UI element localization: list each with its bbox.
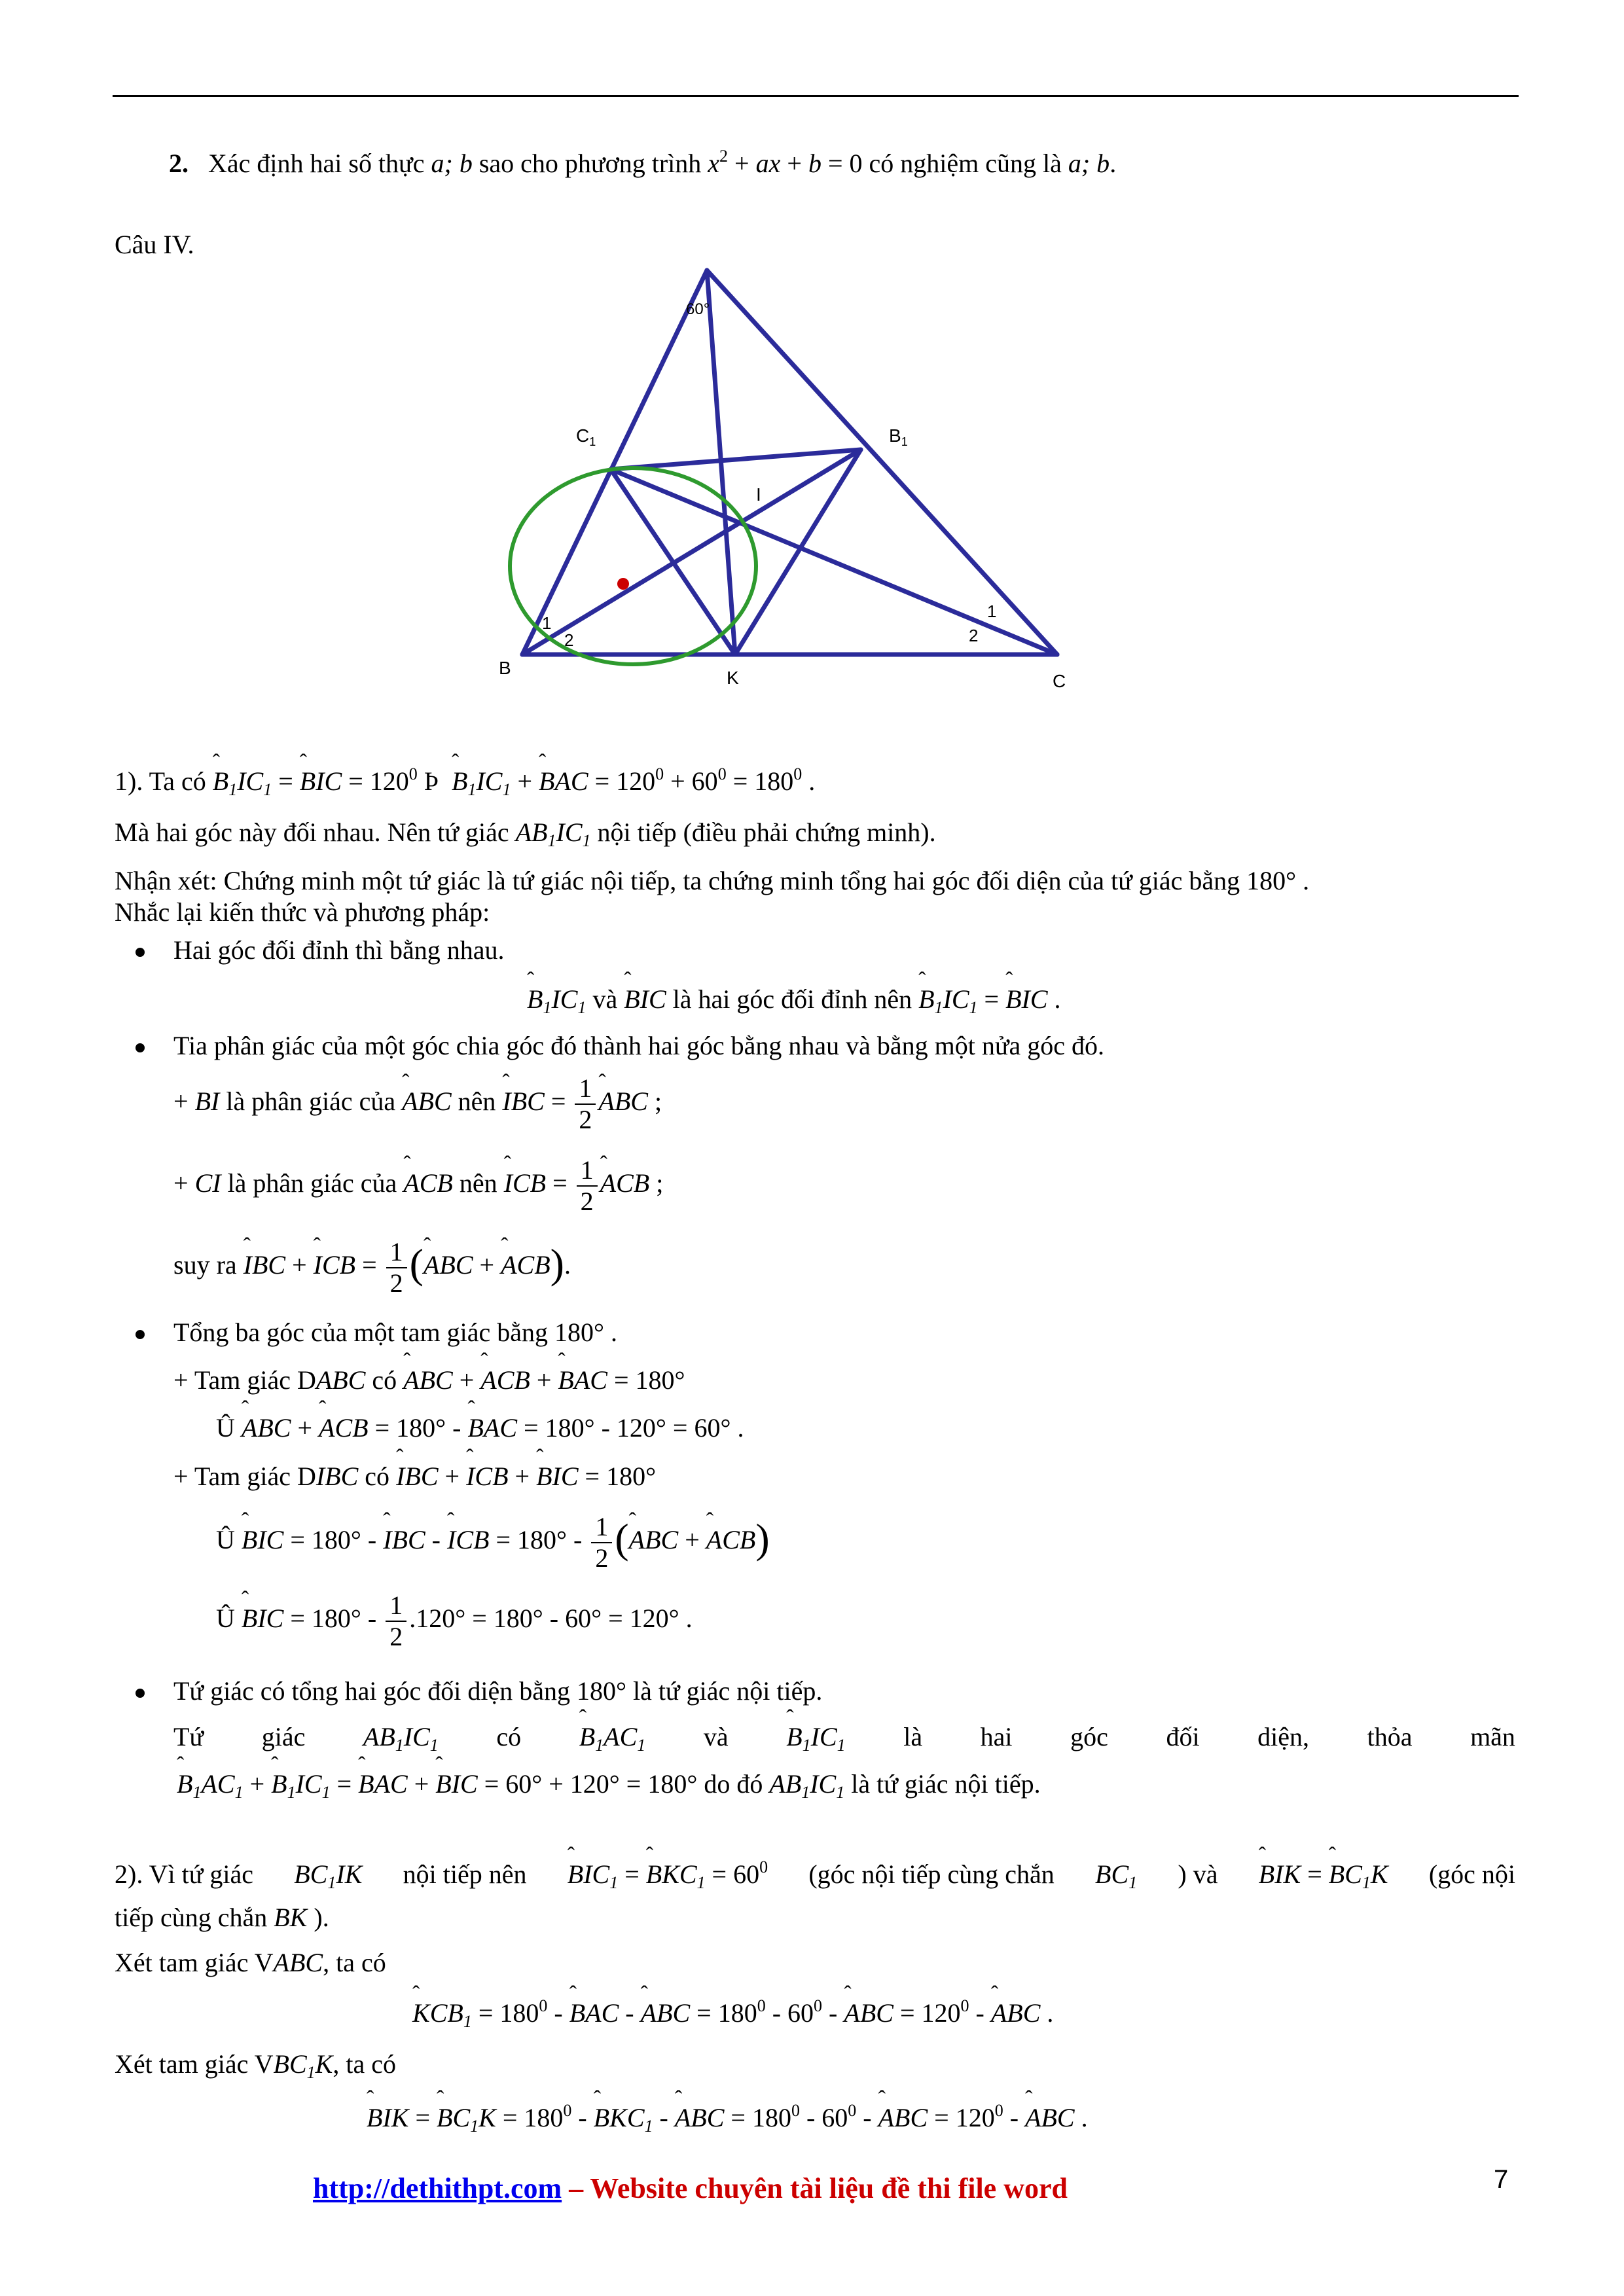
part2-line2: tiếp cùng chắn BK ). bbox=[115, 1903, 329, 1932]
problem-text-c: có nghiệm cũng là bbox=[869, 149, 1062, 178]
part2-xet1: Xét tam giác VABC, ta có bbox=[115, 1948, 386, 1977]
problem-number: 2. bbox=[169, 149, 189, 178]
part1-remark: Nhận xét: Chứng minh một tứ giác là tứ giác nội tiếp, ta chứng minh tổng hai góc đối diện của tứ giác bằng 180° . bbox=[115, 866, 1310, 895]
edge-C1B1 bbox=[611, 450, 861, 469]
page-number: 7 bbox=[1494, 2165, 1509, 2194]
bullet-4-eq: ˆ $B_1AC_1$ + ˆ $B_1IC_1$ = ˆ BAC + ˆ BIC = 60° + 120° = 180° do đó $AB_1IC_1$ là tứ giác nội tiếp. bbox=[177, 1768, 1041, 1799]
label-K: K bbox=[727, 668, 739, 688]
label-I: I bbox=[756, 484, 761, 505]
geometry-figure bbox=[478, 259, 1087, 710]
triangle-abc: + Tam giác DABC có ˆ ABC + ˆ ACB + ˆ BAC = 180° bbox=[173, 1365, 685, 1395]
label-B1: $B_1$ bbox=[889, 425, 908, 448]
problem-2: 2. Xác định hai số thực a; b sao cho phương trình $x^2$ + ax + b = 0 có nghiệm cũng là a; b. bbox=[169, 147, 1117, 178]
bullet bbox=[135, 1689, 145, 1698]
part1-line1: 1). Ta có ˆ $B_1IC_1$ = ˆ BIC = $120^0$ Þ ˆ $B_1IC_1$ + ˆ BAC = $120^0 + 60^0 = 180^0$ . bbox=[115, 766, 815, 797]
section-title: Câu IV. bbox=[115, 230, 194, 259]
label-C1: $C_1$ bbox=[576, 425, 596, 448]
label-angle-A: 60° bbox=[686, 300, 710, 318]
bullet-4: Tứ giác có tổng hai góc đối diện bằng 180° là tứ giác nội tiếp. bbox=[173, 1676, 823, 1706]
bullet-3: Tổng ba góc của một tam giác bằng 180° . bbox=[173, 1318, 618, 1347]
circle-center-dot bbox=[617, 578, 629, 590]
part1-line2: Mà hai góc này đối nhau. Nên tứ giác $AB_1IC_1$ nội tiếp (điều phải chứng minh). bbox=[115, 817, 936, 850]
circle-BC1IK bbox=[510, 468, 756, 664]
triangle-abc-result: Û ˆ ABC + ˆ ACB = 180° - ˆ BAC = 180° - 120° = 60° . bbox=[216, 1412, 744, 1443]
footer bbox=[313, 2172, 1068, 2205]
problem-text-b: sao cho phương trình bbox=[478, 149, 702, 178]
footer-text: – Website chuyên tài liệu đề thi file word bbox=[562, 2172, 1068, 2204]
triangle-ibc-result: Û ˆ BIC = 180° - $\frac{1}{2}$ .120° = 180° - 60° = 120° . bbox=[216, 1590, 693, 1652]
footer-link[interactable]: http://dethithpt.com bbox=[313, 2172, 562, 2204]
bullet bbox=[135, 1043, 145, 1052]
part2-xet2: Xét tam giác $VBC_1K$, ta có bbox=[115, 2049, 396, 2082]
header-rule bbox=[113, 95, 1519, 97]
suy-ra: suy ra ˆ IBC + ˆ ICB = $\frac{1}{2}$ (ˆ ABC + ˆ ACB). bbox=[173, 1237, 571, 1299]
part1-recall: Nhắc lại kiến thức và phương pháp: bbox=[115, 897, 490, 927]
label-C-angle-1: 1 bbox=[987, 601, 997, 621]
label-B: B bbox=[499, 658, 511, 678]
part2-eq1: ˆ $KCB_1 = 180^0$ - ˆ BAC - ˆ ABC = $180^0 - 60^0$ - ˆ ABC = $120^0$ - ˆ ABC . bbox=[412, 1998, 1053, 2028]
bullet-1: Hai góc đối đỉnh thì bằng nhau. bbox=[173, 935, 505, 965]
bisector-CI: + CI là phân giác của ˆ ACB nên ˆ ICB = $\frac{1}{2}$ ˆ ACB ; bbox=[173, 1155, 663, 1217]
triangle-ibc-step: Û ˆ BIC = 180° - ˆ IBC - ˆ ICB = 180° - $\frac{1}{2}$ (ˆ ABC + ˆ ACB) bbox=[216, 1512, 770, 1573]
edge-AC bbox=[707, 270, 1057, 655]
bullet bbox=[135, 948, 145, 957]
bullet-4-justified: Tứ giác $AB_1IC_1$ có ˆ $B_1AC_1$ và ˆ $B_1IC_1$ là hai góc đối diện, thỏa mãn bbox=[173, 1721, 1515, 1752]
label-B-angle-2: 2 bbox=[564, 630, 574, 650]
label-C: C bbox=[1053, 671, 1066, 691]
label-C-angle-2: 2 bbox=[969, 626, 979, 645]
bullet-1-detail: ˆ $B_1IC_1$ và ˆ BIC là hai góc đối đỉnh nên ˆ $B_1IC_1$ = ˆ BIC . bbox=[527, 984, 1061, 1014]
triangle-ibc: + Tam giác DIBC có ˆ IBC + ˆ ICB + ˆ BIC = 180° bbox=[173, 1461, 656, 1492]
part2-line1: 2). Vì tứ giác $BC_1IK$ nội tiếp nên ˆ $BIC_1$ = ˆ $BKC_1 = 60^0$ (góc nội tiếp cùng chắn $BC_1$ ) và ˆ BIK = ˆ $BC_1K$ (góc nội bbox=[115, 1859, 1515, 1890]
problem-vars: a; b bbox=[431, 149, 473, 178]
part2-eq2: ˆ BIK = ˆ $BC_1K = 180^0$ - ˆ $BKC_1$ - ˆ ABC = $180^0 - 60^0$ - ˆ ABC = $120^0$ - ˆ ABC . bbox=[367, 2102, 1088, 2133]
bisector-BI: + BI là phân giác của ˆ ABC nên ˆ IBC = $\frac{1}{2}$ ˆ ABC ; bbox=[173, 1073, 662, 1135]
problem-vars-2: a; b bbox=[1068, 149, 1110, 178]
bullet bbox=[135, 1330, 145, 1339]
problem-text-a: Xác định hai số thực bbox=[208, 149, 425, 178]
bullet-2: Tia phân giác của một góc chia góc đó thành hai góc bằng nhau và bằng một nửa góc đó. bbox=[173, 1031, 1105, 1060]
label-B-angle-1: 1 bbox=[542, 613, 552, 633]
